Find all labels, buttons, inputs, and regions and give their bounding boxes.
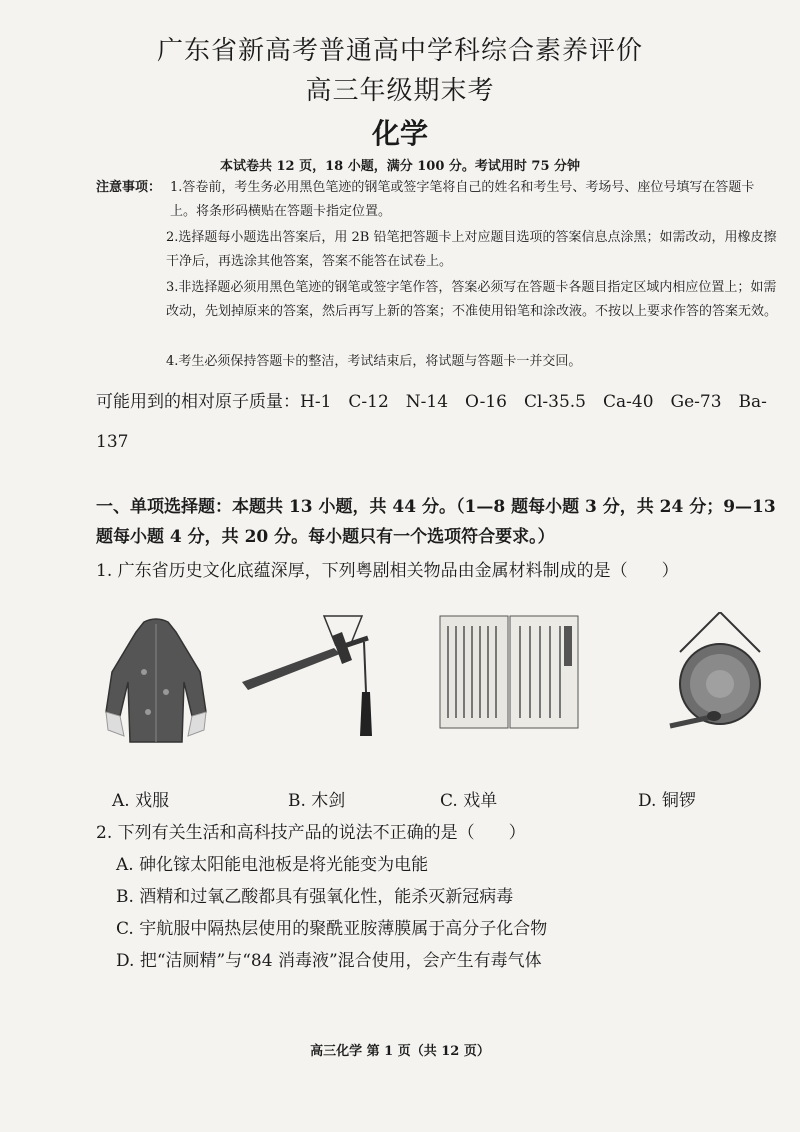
q2-option-a: A. 砷化镓太阳能电池板是将光能变为电能 xyxy=(116,855,429,875)
question-2-stem: 2. 下列有关生活和高科技产品的说法不正确的是（ ） xyxy=(96,823,526,843)
section-heading: 一、单项选择题：本题共 13 小题，共 44 分。（1—8 题每小题 3 分，共 24 分；9—13 题每小题 4 分，共 20 分。每小题只有一个选项符合要求。） xyxy=(96,497,776,547)
notice-item: 1.答卷前，考生务必用黑色笔迹的钢笔或签字笔将自己的姓名和考生号、考场号、座位号填写在答题卡上。将条形码横贴在答题卡指定位置。 xyxy=(170,180,755,219)
q1-option-b: B. 木剑 xyxy=(288,791,346,811)
subject-title: 化学 xyxy=(371,117,428,150)
q1-option-c: C. 戏单 xyxy=(440,791,498,811)
page-footer: 高三化学 第 1 页（共 12 页） xyxy=(310,1044,490,1059)
playbill-icon xyxy=(438,612,582,732)
q1-option-d: D. 铜锣 xyxy=(638,791,696,811)
atomic-mass-line: 可能用到的相对原子质量：H-1 C-12 N-14 O-16 Cl-35.5 Ca-40 Ge-73 Ba-137 xyxy=(96,392,767,452)
opera-costume-icon xyxy=(104,612,208,752)
notice-item: 3.非选择题必须用黑色笔迹的钢笔或签字笔作答，答案必须写在答题卡各题目指定区域内相应位置上；如需改动，先划掉原来的答案，然后再写上新的答案；不准使用铅笔和涂改液。不按以上要求作答的答案无效。 xyxy=(166,280,778,319)
q1-option-a: A. 戏服 xyxy=(112,791,170,811)
q2-option-c: C. 宇航服中隔热层使用的聚酰亚胺薄膜属于高分子化合物 xyxy=(116,919,548,939)
notice-label: 注意事项： xyxy=(96,180,162,195)
exam-meta: 本试卷共 12 页，18 小题，满分 100 分。考试用时 75 分钟 xyxy=(219,159,581,174)
q2-option-d: D. 把“洁厕精”与“84 消毒液”混合使用，会产生有毒气体 xyxy=(116,951,542,971)
exam-title: 广东省新高考普通高中学科综合素养评价 xyxy=(156,36,643,66)
gong-icon xyxy=(664,612,774,742)
question-1-stem: 1. 广东省历史文化底蕴深厚，下列粤剧相关物品由金属材料制成的是（ ） xyxy=(96,561,679,581)
notice-item: 4.考生必须保持答题卡的整洁，考试结束后，将试题与答题卡一并交回。 xyxy=(166,354,582,369)
exam-subtitle: 高三年级期末考 xyxy=(305,76,495,106)
wooden-sword-icon xyxy=(236,612,376,742)
q2-option-b: B. 酒精和过氧乙酸都具有强氧化性，能杀灭新冠病毒 xyxy=(116,887,514,907)
notice-item: 2.选择题每小题选出答案后，用 2B 铅笔把答题卡上对应题目选项的答案信息点涂黑；如需改动，用橡皮擦干净后，再选涂其他答案，答案不能答在试卷上。 xyxy=(166,230,777,269)
